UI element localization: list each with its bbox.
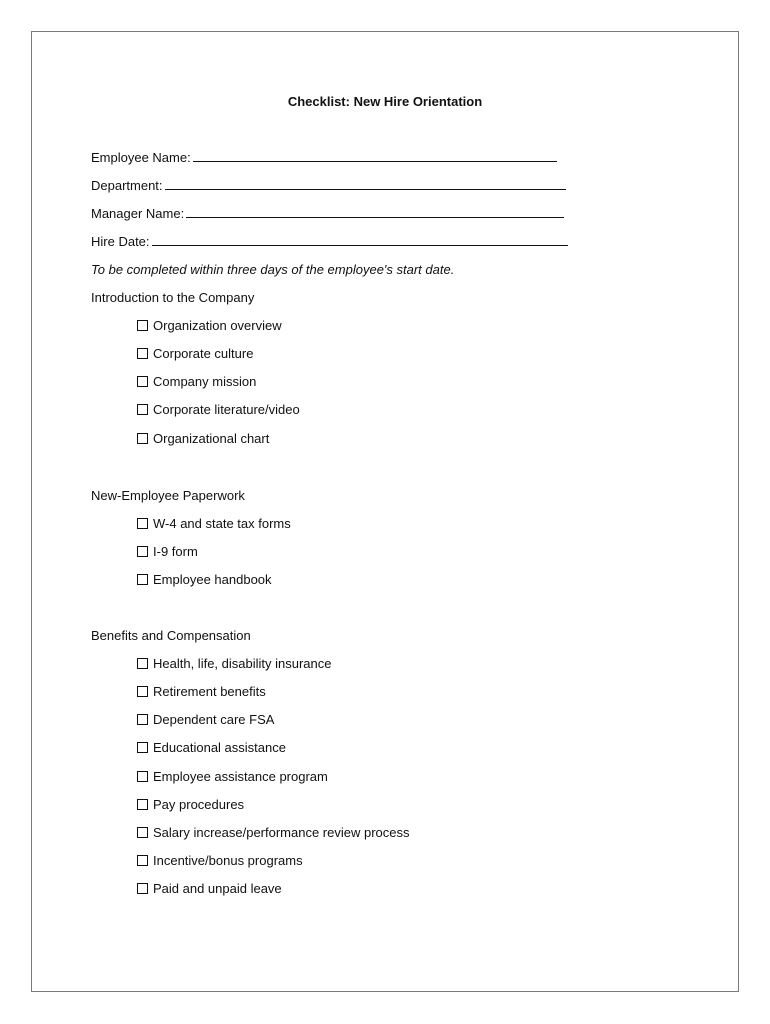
checklist-item-label: Employee assistance program bbox=[153, 769, 328, 784]
section-heading-benefits: Benefits and Compensation bbox=[91, 628, 251, 643]
checklist-item[interactable] bbox=[137, 768, 328, 786]
checkbox[interactable] bbox=[137, 574, 148, 585]
document-page bbox=[31, 31, 739, 992]
hire-date-blank[interactable] bbox=[152, 233, 568, 246]
checkbox[interactable] bbox=[137, 686, 148, 697]
checkbox[interactable] bbox=[137, 827, 148, 838]
checklist-item-label: Salary increase/performance review process bbox=[153, 825, 410, 840]
employee-name-blank[interactable] bbox=[193, 149, 557, 162]
checklist-item[interactable] bbox=[137, 824, 410, 842]
checkbox[interactable] bbox=[137, 855, 148, 866]
checkbox[interactable] bbox=[137, 714, 148, 725]
checkbox[interactable] bbox=[137, 404, 148, 415]
manager-name-row bbox=[91, 205, 564, 223]
manager-name-blank[interactable] bbox=[186, 205, 564, 218]
checklist-item[interactable] bbox=[137, 880, 282, 898]
checklist-item-label: Company mission bbox=[153, 374, 257, 389]
checklist-item[interactable] bbox=[137, 401, 300, 419]
checkbox[interactable] bbox=[137, 348, 148, 359]
checklist-item-label: Corporate literature/video bbox=[153, 402, 300, 417]
checklist-item-label: Organizational chart bbox=[153, 431, 270, 446]
checklist-item[interactable] bbox=[137, 515, 291, 533]
checklist-item-label: W-4 and state tax forms bbox=[153, 516, 291, 531]
checklist-item[interactable] bbox=[137, 430, 269, 448]
checklist-item-label: Dependent care FSA bbox=[153, 712, 275, 727]
checklist-item[interactable] bbox=[137, 655, 331, 673]
checklist-item[interactable] bbox=[137, 373, 256, 391]
checklist-item[interactable] bbox=[137, 543, 198, 561]
checklist-item[interactable] bbox=[137, 317, 282, 335]
section-heading-paperwork: New-Employee Paperwork bbox=[91, 488, 245, 503]
document-title: Checklist: New Hire Orientation bbox=[287, 94, 483, 109]
department-label: Department: bbox=[91, 178, 163, 193]
checklist-item-label: Corporate culture bbox=[153, 346, 254, 361]
checkbox[interactable] bbox=[137, 518, 148, 529]
department-blank[interactable] bbox=[165, 177, 566, 190]
checklist-item-label: Pay procedures bbox=[153, 797, 245, 812]
section-heading-introduction: Introduction to the Company bbox=[91, 290, 255, 305]
checkbox[interactable] bbox=[137, 771, 148, 782]
checkbox[interactable] bbox=[137, 658, 148, 669]
checklist-item-label: Retirement benefits bbox=[153, 684, 266, 699]
checklist-item-label: Incentive/bonus programs bbox=[153, 853, 303, 868]
hire-date-label: Hire Date: bbox=[91, 234, 150, 249]
checklist-item-label: Organization overview bbox=[153, 318, 282, 333]
hire-date-row bbox=[91, 233, 568, 251]
checklist-item[interactable] bbox=[137, 345, 253, 363]
checklist-item[interactable] bbox=[137, 796, 244, 814]
checkbox[interactable] bbox=[137, 320, 148, 331]
checkbox[interactable] bbox=[137, 799, 148, 810]
checkbox[interactable] bbox=[137, 742, 148, 753]
checklist-item-label: I-9 form bbox=[153, 544, 198, 559]
checklist-item[interactable] bbox=[137, 683, 266, 701]
employee-name-row bbox=[91, 149, 557, 167]
manager-name-label: Manager Name: bbox=[91, 206, 185, 221]
checkbox[interactable] bbox=[137, 376, 148, 387]
checklist-item[interactable] bbox=[137, 711, 274, 729]
department-row bbox=[91, 177, 566, 195]
completion-note: To be completed within three days of the employee's start date. bbox=[91, 262, 455, 277]
checklist-item-label: Health, life, disability insurance bbox=[153, 656, 332, 671]
checkbox[interactable] bbox=[137, 883, 148, 894]
checkbox[interactable] bbox=[137, 546, 148, 557]
checklist-item-label: Paid and unpaid leave bbox=[153, 881, 282, 896]
checklist-item-label: Educational assistance bbox=[153, 740, 286, 755]
checkbox[interactable] bbox=[137, 433, 148, 444]
checklist-item[interactable] bbox=[137, 852, 303, 870]
checklist-item-label: Employee handbook bbox=[153, 572, 272, 587]
checklist-item[interactable] bbox=[137, 739, 286, 757]
checklist-item[interactable] bbox=[137, 571, 272, 589]
employee-name-label: Employee Name: bbox=[91, 150, 191, 165]
